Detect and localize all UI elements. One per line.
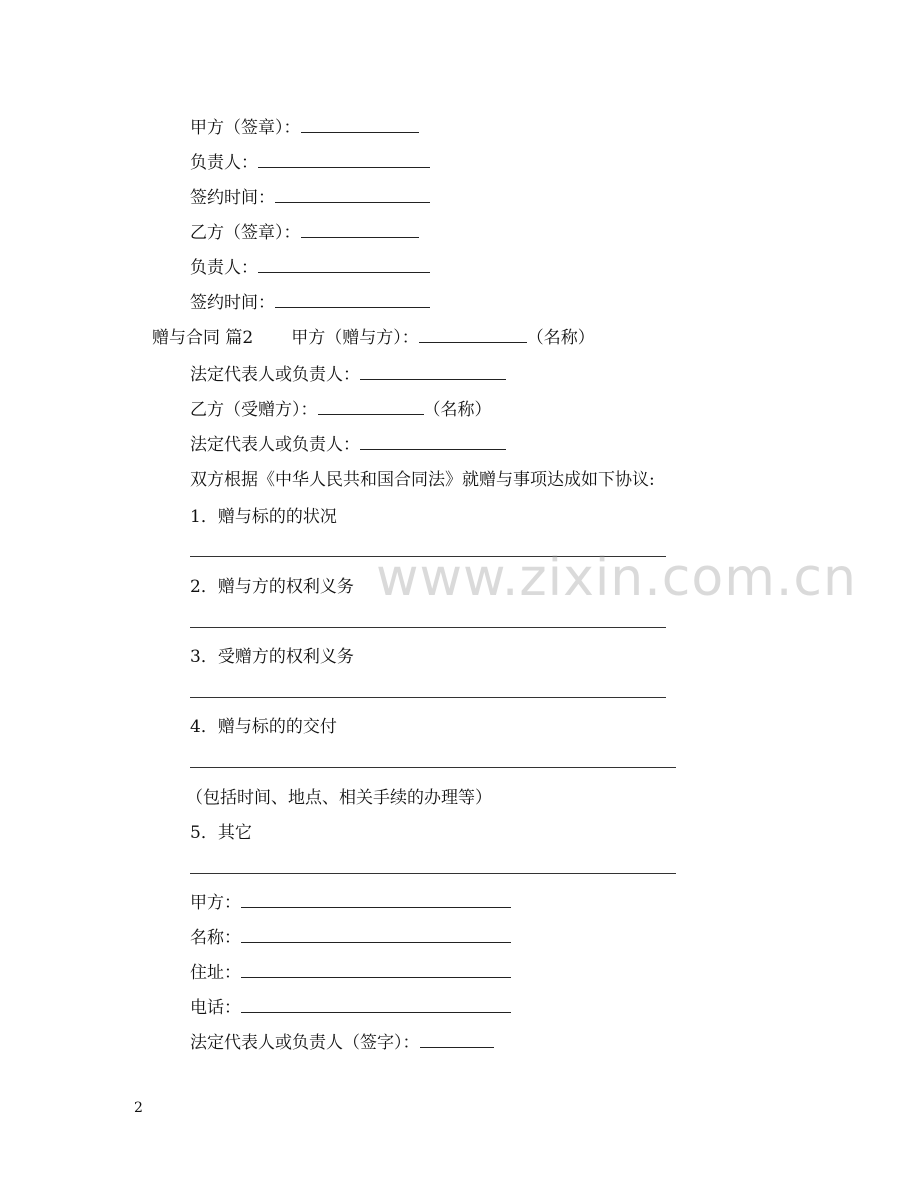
- blank-line: [258, 256, 430, 273]
- item-2: 2．赠与方的权利义务: [190, 577, 354, 597]
- legal-rep-1: [190, 363, 506, 387]
- signature-sign-time-2: [190, 291, 430, 315]
- signature-party-a-seal: [190, 116, 419, 140]
- label: 法定代表人或负责人（签字）：: [190, 1033, 420, 1053]
- bottom-party-a: [190, 891, 511, 915]
- party-a-label: 甲方（赠与方）：: [291, 328, 419, 348]
- label: 乙方（签章）：: [190, 223, 301, 243]
- label: 电话：: [190, 998, 241, 1018]
- label: 签约时间：: [190, 293, 275, 313]
- item-5-rule: [190, 873, 676, 874]
- page-number: 2: [134, 1100, 143, 1116]
- label: 法定代表人或负责人：: [190, 435, 360, 455]
- blank-line: [360, 363, 506, 380]
- label: 甲方（签章）：: [190, 118, 301, 138]
- blank-line: [258, 151, 430, 168]
- bottom-phone: [190, 996, 511, 1020]
- label: 签约时间：: [190, 188, 275, 208]
- signature-person-in-charge-1: [190, 151, 430, 175]
- blank-line: [420, 1031, 494, 1048]
- label: 甲方：: [190, 893, 241, 913]
- legal-rep-2: [190, 433, 506, 457]
- label: 名称：: [190, 928, 241, 948]
- blank-line: [275, 186, 430, 203]
- signature-person-in-charge-2: [190, 256, 430, 280]
- blank-line: [241, 926, 511, 943]
- blank-line: [318, 398, 424, 415]
- blank-line: [241, 891, 511, 908]
- name-suffix: （名称）: [423, 400, 492, 420]
- blank-line: [301, 221, 419, 238]
- item-2-rule: [190, 627, 666, 628]
- item-4-note: （包括时间、地点、相关手续的办理等）: [186, 788, 492, 808]
- blank-line: [419, 326, 527, 343]
- bottom-address: [190, 961, 511, 985]
- party-b-label: 乙方（受赠方）：: [190, 400, 318, 420]
- label: 负责人：: [190, 153, 258, 173]
- bottom-legal-rep-sign: [190, 1031, 494, 1055]
- item-5: 5．其它: [190, 823, 252, 843]
- contract-intro: 双方根据《中华人民共和国合同法》就赠与事项达成如下协议:: [190, 470, 655, 490]
- item-3: 3．受赠方的权利义务: [190, 647, 354, 667]
- contract-title: 赠与合同 篇2: [152, 328, 254, 348]
- bottom-name: [190, 926, 511, 950]
- item-4: 4．赠与标的的交付: [190, 717, 337, 737]
- item-1: 1．赠与标的的状况: [190, 507, 337, 527]
- signature-party-b-seal: [190, 221, 419, 245]
- party-b-row: [190, 398, 492, 422]
- name-suffix: （名称）: [526, 328, 595, 348]
- blank-line: [241, 996, 511, 1013]
- blank-line: [360, 433, 506, 450]
- contract-title-row: [152, 326, 595, 350]
- blank-line: [241, 961, 511, 978]
- item-4-rule: [190, 767, 676, 768]
- label: 住址：: [190, 963, 241, 983]
- watermark: www.zixin.com.cn: [376, 548, 857, 608]
- blank-line: [275, 291, 430, 308]
- item-3-rule: [190, 697, 666, 698]
- blank-line: [301, 116, 419, 133]
- label: 负责人：: [190, 258, 258, 278]
- label: 法定代表人或负责人：: [190, 365, 360, 385]
- signature-sign-time-1: [190, 186, 430, 210]
